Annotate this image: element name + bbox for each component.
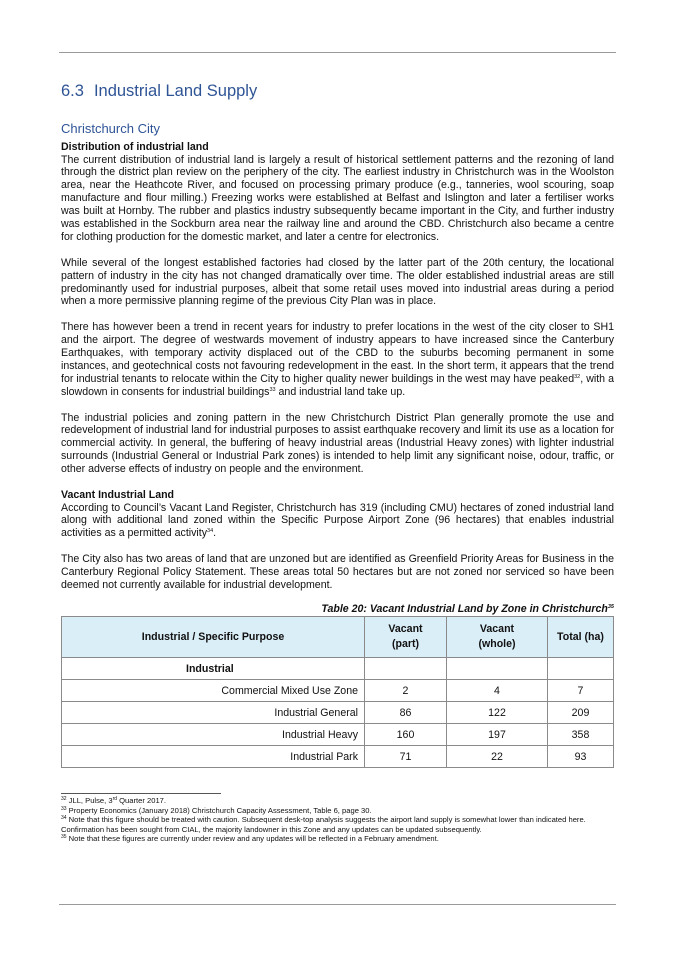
total-cell: 358 (548, 724, 614, 746)
footnote-text: Quarter 2017. (117, 796, 166, 805)
table-row (62, 680, 614, 702)
column-header-vacant-whole: Vacant (whole) (447, 617, 548, 658)
page-content (61, 80, 614, 768)
footnote-32 (61, 796, 614, 806)
header-rule (59, 52, 616, 53)
distribution-heading: Distribution of industrial land (61, 141, 209, 153)
table-row (62, 702, 614, 724)
table-header-row (62, 617, 614, 658)
vacant-whole-cell: 4 (447, 680, 548, 702)
table-group-row (62, 658, 614, 680)
paragraph-text: There has however been a trend in recent years for industry to prefer locations in the west of the city closer to SH1 and the airport. The degree of westwards movement of industry appears to have increased since the Canterbury Earthquakes, with temporary activity displaced out of the CBD to the suburbs becoming permanent in some instances, and geotechnical costs not favouring redevelopment in the east. In the short term, it appears that the trend for industrial tenants to relocate within the City to higher quality newer buildings in the west may have peaked (61, 321, 614, 385)
footer-rule (59, 904, 616, 905)
distribution-paragraph-3 (61, 321, 614, 398)
zone-cell: Industrial Park (62, 746, 365, 768)
footnote-ref[interactable]: 32 (574, 373, 581, 380)
subsection-heading: Christchurch City (61, 121, 160, 136)
vacant-part-cell: 2 (365, 680, 447, 702)
zone-cell: Industrial Heavy (62, 724, 365, 746)
footnote-text: JLL, Pulse, 3 (66, 796, 113, 805)
column-header-purpose: Industrial / Specific Purpose (62, 617, 365, 658)
zone-cell: Commercial Mixed Use Zone (62, 680, 365, 702)
footnote-35 (61, 834, 614, 844)
footnote-33 (61, 806, 614, 816)
table-caption (61, 603, 614, 616)
footnote-number: 32 (61, 796, 67, 802)
paragraph-text: , with a slowdown in consents for industrial buildings (61, 372, 614, 398)
footnote-ref[interactable]: 34 (207, 528, 214, 535)
vacant-part-cell: 160 (365, 724, 447, 746)
paragraph-text: According to Council’s Vacant Land Register, Christchurch has 319 (including CMU) hectares of zoned industrial land along with additional land zoned within the Specific Purpose Airport Zone (96 hectares) that enables industrial activities as a permitted activity (61, 501, 614, 540)
table-cell (447, 658, 548, 680)
footnote-number: 34 (61, 815, 67, 822)
table-row (62, 746, 614, 768)
footnote-number: 35 (61, 834, 67, 841)
section-number: 6.3 (61, 82, 84, 100)
table-row (62, 724, 614, 746)
vacant-whole-cell: 197 (447, 724, 548, 746)
column-header-vacant-part: Vacant (part) (365, 617, 447, 658)
footnotes (61, 796, 614, 844)
distribution-paragraph-2: While several of the longest established factories had closed by the latter part of the 20th century, the locational pattern of industry in the city has not changed dramatically over time. The older established industrial areas are still predominantly used for industrial purposes, albeit that some retail uses moved into industrial areas during a period when a more permissive planning regime of the previous City Plan was in place. (61, 256, 614, 308)
vacant-paragraph-2: The City also has two areas of land that are unzoned but are identified as Greenfield Priority Areas for Business in the Canterbury Regional Policy Statement. These areas total 50 hectares but are not zoned nor serviced so have been deemed not currently available for industrial development. (61, 553, 614, 591)
footnote-text: Note that these figures are currently under review and any updates will be reflected in a February amendment. (66, 834, 439, 844)
distribution-paragraph-4: The industrial policies and zoning pattern in the new Christchurch District Plan generally promote the use and redevelopment of industrial land for industrial purposes to assist earthquake recovery and limit its use as a location for commercial activity. In general, the buffering of heavy industrial areas (Industrial Heavy zones) with lighter industrial surrounds (Industrial General or Industrial Park zones) is intended to help limit any significant noise, odour, traffic, or other adverse effects of industry on people and the environment. (61, 411, 614, 476)
footnote-text: Note that this figure should be treated with caution. Subsequent desk-top analysis suggests the airport land supply is somewhat lower than indicated here. Confirmation has been sought from CIAL, the majority landowner in this Zone and any updates can be updated subsequently. (61, 815, 586, 834)
total-cell: 7 (548, 680, 614, 702)
section-title: Industrial Land Supply (93, 82, 258, 100)
vacant-whole-cell: 22 (447, 746, 548, 768)
footnote-ordinal: rd (112, 796, 118, 802)
vacant-heading: Vacant Industrial Land (61, 489, 175, 501)
caption-text: Table 20: Vacant Industrial Land by Zone in Christchurch (321, 602, 608, 615)
table-cell (365, 658, 447, 680)
vacant-land-table (61, 616, 614, 768)
footnote-number: 33 (61, 805, 67, 812)
paragraph-text: and industrial land take up. (275, 385, 406, 398)
distribution-paragraph-1: The current distribution of industrial land is largely a result of historical settlement patterns and the rezoning of land through the district plan review on the periphery of the city. The earliest industry in Christchurch was in the Woolston area, near the Heathcote River, and focused on processing primary produce (e.g., tanneries, wool scouring, soap manufacture and flour milling.) Freezing works were established at Belfast and Islington and later a fertiliser works was built at Hornby. The rubber and plastics industry subsequently became important in the City, and further industry was established in the Sockburn area near the railway line and around the CBD. Christchurch also became a centre for clothing production for the domestic market, and later a centre for electronics. (61, 153, 614, 243)
footnote-rule (61, 793, 221, 794)
table-cell (548, 658, 614, 680)
total-cell: 209 (548, 702, 614, 724)
group-label: Industrial (62, 658, 365, 680)
vacant-whole-cell: 122 (447, 702, 548, 724)
column-header-total: Total (ha) (548, 617, 614, 658)
paragraph-text: . (213, 527, 217, 540)
footnote-ref[interactable]: 35 (607, 603, 614, 610)
vacant-paragraph-1 (61, 502, 614, 541)
vacant-part-cell: 71 (365, 746, 447, 768)
footnote-ref[interactable]: 33 (269, 386, 276, 393)
zone-cell: Industrial General (62, 702, 365, 724)
footnote-34 (61, 815, 614, 834)
total-cell: 93 (548, 746, 614, 768)
section-heading (61, 80, 614, 102)
footnote-text: Property Economics (January 2018) Christchurch Capacity Assessment, Table 6, page 30. (66, 805, 372, 815)
vacant-part-cell: 86 (365, 702, 447, 724)
